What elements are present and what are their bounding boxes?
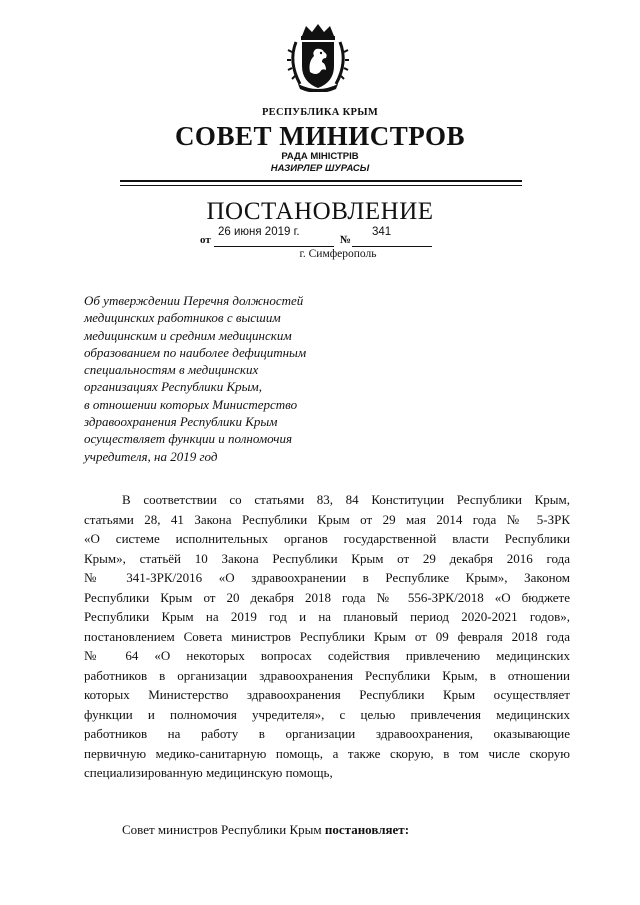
resolution-clause (122, 822, 409, 838)
preamble-line: первичную медико-санитарную помощь, а также скорую, в том числе скорую (84, 745, 570, 761)
preamble-line: № 64 «О некоторых вопросах содействия привлечению медицинских (84, 648, 570, 663)
preamble-line: работников в организации здравоохранения Республики Крым, в отношении (84, 667, 570, 683)
preamble-line: «О системе исполнительных органов государственной власти Республики (84, 531, 570, 546)
preamble-line: Республики Крым от 20 декабря 2018 года № 556-ЗРК/2018 «О бюджете (84, 589, 570, 605)
council-name-crimean-tatar: НАЗИРЛЕР ШУРАСЫ (270, 163, 370, 174)
council-name-ukrainian: РАДА МІНІСТРІВ (281, 151, 359, 162)
number-sign-label: № (340, 234, 352, 246)
document-title: ПОСТАНОВЛЕНИЕ (206, 198, 434, 225)
decree-subject (84, 292, 364, 465)
council-name: СОВЕТ МИНИСТРОВ (174, 121, 466, 151)
preamble-line: постановлением Совета министров Республики Крым от 09 февраля 2018 года (84, 628, 570, 644)
subject-line: специальностям в медицинских (84, 362, 259, 378)
subject-line: организациях Республики Крым, (84, 379, 262, 395)
subject-line: медицинских работников с высшим (84, 310, 281, 326)
decree-date: 26 июня 2019 г. (218, 226, 300, 238)
subject-line: осуществляет функции и полномочия (84, 431, 293, 447)
subject-line: здравоохранения Республики Крым (84, 414, 278, 430)
preamble-line: Крым», статьёй 10 Закона Республики Крым от 29 декабря 2016 года (84, 550, 570, 566)
coat-of-arms-icon (286, 22, 350, 92)
subject-line: медицинским и средним медицинским (84, 327, 292, 343)
resolution-subject: Совет министров Республики Крым (122, 822, 322, 837)
preamble-line: специализированную медицинскую помощь, (84, 765, 333, 780)
republic-name: РЕСПУБЛИКА КРЫМ (261, 107, 379, 118)
subject-line: в отношении которых Министерство (84, 396, 298, 412)
preamble-line: работников на работу в организации здравоохранения, оказывающие (84, 726, 570, 741)
preamble-line: статьями 28, 41 Закона Республики Крым от 29 мая 2014 года № 5-ЗРК (84, 511, 570, 527)
preamble-paragraph (84, 490, 570, 783)
decree-number: 341 (372, 226, 392, 238)
date-from-label: от (200, 234, 211, 246)
subject-line: Об утверждении Перечня должностей (84, 293, 304, 308)
preamble-line: В соответствии со статьями 83, 84 Конституции Республики Крым, (122, 492, 570, 507)
header-divider-thick (120, 180, 522, 182)
number-underline (352, 246, 432, 247)
city-name: г. Симферополь (299, 248, 377, 260)
date-underline (214, 246, 334, 247)
preamble-line: функции и полномочия учредителя», с целью привлечения медицинских (84, 706, 570, 722)
subject-line: образованием по наиболее дефицитным (84, 344, 307, 360)
preamble-line: которых Министерство здравоохранения Республики Крым осуществляет (84, 687, 570, 702)
preamble-line: Республики Крым на 2019 год и на плановый период 2020-2021 годов», (84, 609, 570, 624)
preamble-line: № 341-ЗРК/2016 «О здравоохранении в Республике Крым», Законом (84, 570, 570, 585)
resolution-verb: постановляет: (324, 822, 410, 837)
header-divider-thin (120, 185, 522, 186)
date-number-row (200, 226, 450, 246)
subject-line: учредителя, на 2019 год (84, 448, 218, 464)
